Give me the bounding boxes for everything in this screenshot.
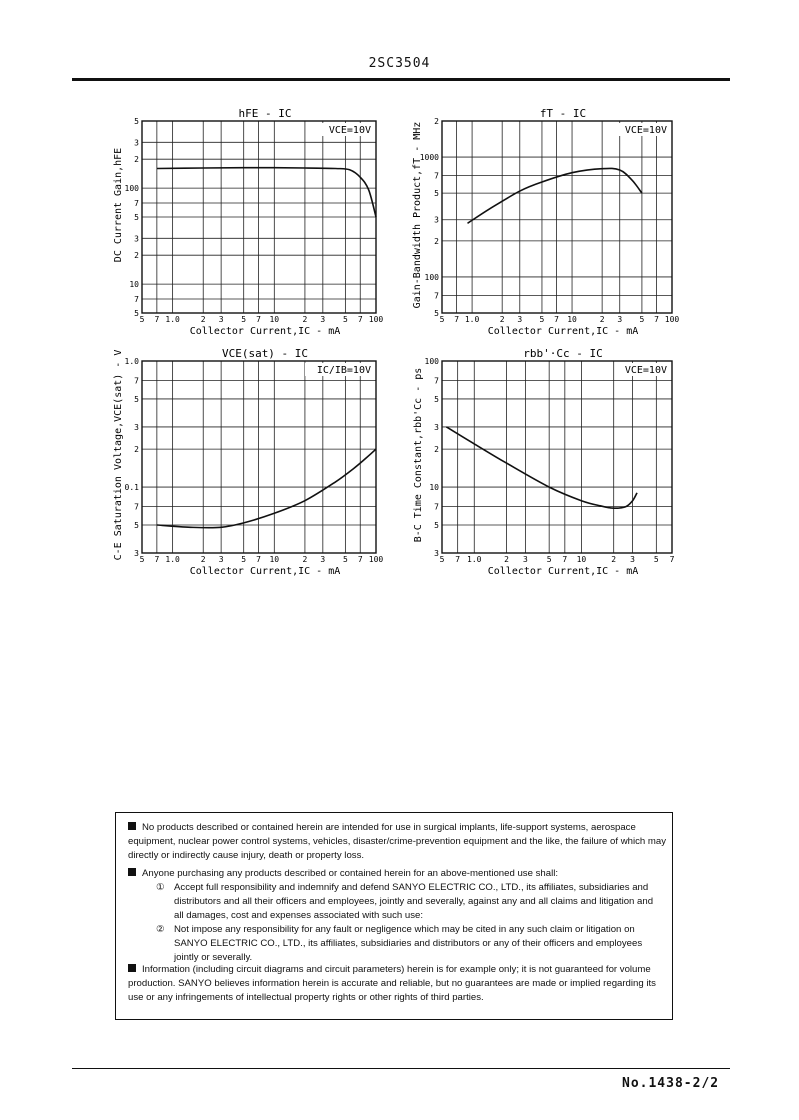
x-tick-label: 2 <box>302 315 308 324</box>
notice-subitem-1-text: Accept full responsibility and indemnify and defend SANYO ELECTRIC CO., LTD., its affiliates, subsidiaries and distributors and all their officers and employees, jointly and severally, against any and all claims and litigation and all damages, cost and expenses associated with such use: <box>174 882 654 922</box>
x-tick-label: 5 <box>639 315 645 324</box>
x-tick-label: 5 <box>139 315 145 324</box>
y-tick-label: 100 <box>124 184 139 194</box>
chart-title: hFE - IC <box>238 107 292 120</box>
y-axis-label: B-C Time Constant,rbb'Cc - ps <box>413 367 424 543</box>
y-tick-label: 7 <box>434 291 439 301</box>
y-tick-label: 5 <box>134 521 139 531</box>
footer-rule <box>72 1068 730 1069</box>
x-tick-label: 5 <box>439 555 445 564</box>
x-tick-label: 1.0 <box>165 315 180 324</box>
circled-two-marker: ② <box>156 924 165 935</box>
y-tick-label: 7 <box>134 502 139 512</box>
notice-item-1-text: No products described or contained herein are intended for use in surgical implants, life-support systems, aerospace equipment, nuclear power control systems, vehicles, disaster/crime-prevention equipment and the like, the failure of which may directly or indirectly cause injury, death or property loss. <box>128 822 667 862</box>
y-tick-label: 5 <box>134 394 139 404</box>
document-number: No.1438-2/2 <box>622 1076 720 1091</box>
notice-subitem-2 <box>156 923 662 966</box>
x-tick-label: 7 <box>357 555 363 564</box>
y-axis-label: DC Current Gain,hFE <box>113 147 124 263</box>
x-tick-label: 7 <box>554 315 559 324</box>
notice-item-3-text: Information (including circuit diagrams and circuit parameters) herein is for example only; it is not guaranteed for volume production. SANYO believes information herein is accurate and reliable, but no guarantees are made or implied regarding its use or any infringements of intellectual property rights or other rights of third parties. <box>128 964 656 1004</box>
x-tick-label: 5 <box>539 315 545 324</box>
y-tick-label: 2 <box>434 236 439 246</box>
x-tick-label: 7 <box>357 315 363 324</box>
y-tick-label: 3 <box>134 549 139 558</box>
part-number-header: 2SC3504 <box>368 56 431 71</box>
bullet-square-icon <box>128 822 136 830</box>
x-tick-label: 7 <box>455 555 461 564</box>
x-axis-label: Collector Current,IC - mA <box>189 326 341 337</box>
x-tick-label: 2 <box>200 555 206 564</box>
x-tick-label: 5 <box>546 555 552 564</box>
x-tick-label: 2 <box>499 315 505 324</box>
x-tick-label: 7 <box>669 555 675 564</box>
x-tick-label: 5 <box>342 315 348 324</box>
x-tick-label: 10 <box>269 555 280 564</box>
legal-notice-box <box>115 812 673 1020</box>
x-tick-label: 3 <box>320 315 326 324</box>
condition-label: VCE=10V <box>624 365 667 376</box>
x-tick-label: 100 <box>368 555 384 564</box>
x-tick-label: 7 <box>562 555 568 564</box>
x-tick-label: 5 <box>653 555 659 564</box>
y-tick-label: 2 <box>434 445 439 455</box>
x-tick-label: 100 <box>368 315 384 324</box>
series-line <box>446 427 637 508</box>
y-tick-label: 0.1 <box>124 483 139 493</box>
x-tick-label: 2 <box>200 315 206 324</box>
y-axis-label: C-E Saturation Voltage,VCE(sat) - V <box>113 349 124 561</box>
x-tick-label: 10 <box>576 555 587 564</box>
y-tick-label: 100 <box>424 357 439 366</box>
x-tick-label: 5 <box>241 315 247 324</box>
x-axis-label: Collector Current,IC - mA <box>487 326 639 337</box>
notice-item-2-text: Anyone purchasing any products described or contained herein for an above-mentioned use shall: <box>142 868 558 879</box>
y-tick-label: 7 <box>434 502 439 512</box>
x-axis-label: Collector Current,IC - mA <box>189 566 341 577</box>
y-tick-label: 7 <box>434 171 439 181</box>
bullet-square-icon <box>128 868 136 876</box>
chart-title: VCE(sat) - IC <box>221 347 309 360</box>
y-tick-label: 3 <box>134 138 139 148</box>
x-tick-label: 5 <box>139 555 145 564</box>
chart-title: fT - IC <box>539 107 587 120</box>
x-tick-label: 1.0 <box>464 315 480 324</box>
y-tick-label: 5 <box>134 117 139 126</box>
circled-one-marker: ① <box>156 882 165 893</box>
x-tick-label: 3 <box>218 555 224 564</box>
x-tick-label: 2 <box>611 555 617 564</box>
x-tick-label: 1.0 <box>165 555 180 564</box>
y-tick-label: 5 <box>434 309 439 318</box>
notice-subitem-2-text: Not impose any responsibility for any fault or negligence which may be cited in any such claim or litigation on SANYO ELECTRIC CO., LTD., its affiliates, subsidiaries and distributors or any of their officers and employees jointly or severally. <box>174 924 643 964</box>
x-tick-label: 7 <box>154 555 160 564</box>
notice-item-1 <box>128 821 668 864</box>
condition-label: IC/IB=10V <box>316 365 371 376</box>
plot-frame <box>442 361 672 553</box>
x-tick-label: 10 <box>567 315 577 324</box>
x-tick-label: 3 <box>320 555 326 564</box>
notice-item-2 <box>128 867 668 881</box>
y-tick-label: 3 <box>134 234 139 244</box>
y-tick-label: 2 <box>434 117 439 126</box>
x-tick-label: 7 <box>256 315 261 324</box>
x-tick-label: 3 <box>517 315 523 324</box>
y-tick-label: 5 <box>134 213 139 222</box>
x-axis-label: Collector Current,IC - mA <box>487 566 639 577</box>
y-tick-label: 3 <box>434 422 439 432</box>
x-tick-label: 3 <box>522 555 528 564</box>
x-tick-label: 10 <box>269 315 280 324</box>
x-tick-label: 7 <box>654 315 659 324</box>
y-tick-label: 3 <box>134 422 139 432</box>
y-tick-label: 5 <box>134 309 139 318</box>
notice-item-3 <box>128 963 668 1006</box>
y-tick-label: 2 <box>134 251 139 261</box>
y-tick-label: 5 <box>434 394 439 404</box>
y-axis-label: Gain-Bandwidth Product,fT - MHz <box>412 121 423 309</box>
x-tick-label: 5 <box>241 555 247 564</box>
y-tick-label: 5 <box>434 189 439 199</box>
x-tick-label: 7 <box>454 315 460 324</box>
x-tick-label: 2 <box>504 555 509 564</box>
x-tick-label: 3 <box>218 315 224 324</box>
x-tick-label: 3 <box>617 315 623 324</box>
y-tick-label: 1.0 <box>124 357 139 366</box>
y-tick-label: 7 <box>434 376 439 386</box>
x-tick-label: 5 <box>342 555 348 564</box>
x-tick-label: 5 <box>439 315 445 324</box>
y-tick-label: 100 <box>424 272 439 282</box>
bullet-square-icon <box>128 964 136 972</box>
y-tick-label: 7 <box>134 294 139 304</box>
y-tick-label: 5 <box>434 521 439 531</box>
x-tick-label: 100 <box>664 315 680 324</box>
x-tick-label: 3 <box>630 555 635 564</box>
notice-subitem-1 <box>156 881 662 924</box>
x-tick-label: 1.0 <box>467 555 482 564</box>
y-tick-label: 7 <box>134 198 139 208</box>
chart-title: rbb'·Cc - IC <box>523 347 603 360</box>
x-tick-label: 7 <box>256 555 261 564</box>
y-tick-label: 7 <box>134 376 139 386</box>
y-tick-label: 1000 <box>419 153 439 163</box>
x-tick-label: 2 <box>302 555 308 564</box>
y-tick-label: 3 <box>434 549 439 558</box>
y-tick-label: 2 <box>134 445 139 455</box>
x-tick-label: 7 <box>154 315 160 324</box>
y-tick-label: 10 <box>429 483 439 493</box>
x-tick-label: 2 <box>599 315 605 324</box>
y-tick-label: 10 <box>129 280 139 290</box>
y-tick-label: 2 <box>134 155 139 165</box>
y-tick-label: 3 <box>434 215 439 225</box>
condition-label: VCE=10V <box>328 125 371 136</box>
condition-label: VCE=10V <box>624 125 667 136</box>
